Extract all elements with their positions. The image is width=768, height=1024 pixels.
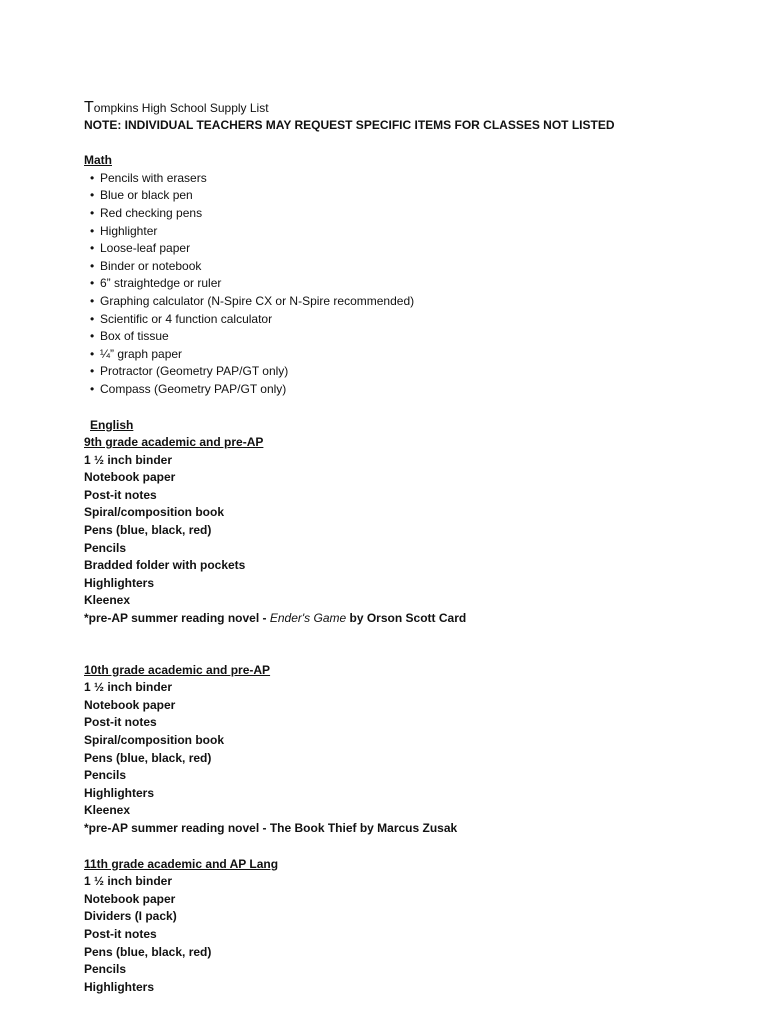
grade10-item: Pencils [84,768,127,783]
grade10-item: 1 ½ inch binder [84,680,173,695]
math-section-heading: Math [84,153,112,168]
grade11-item: Notebook paper [84,891,176,906]
math-item: • Box of tissue [84,328,744,346]
grade10-item: Notebook paper [84,697,176,712]
math-item: • Graphing calculator (N-Spire CX or N-Spire recommended) [84,293,744,311]
grade9-item: 1 ½ inch binder [84,452,173,467]
grade10-heading: 10th grade academic and pre-AP [84,662,271,677]
grade11-item: Pencils [84,962,127,977]
grade11-item: Post-it notes [84,926,157,941]
math-item: • Protractor (Geometry PAP/GT only) [84,363,744,381]
grade10-item: Highlighters [84,785,155,800]
math-item: • Compass (Geometry PAP/GT only) [84,381,744,399]
document-title [84,99,744,117]
grade10-item: Pens (blue, black, red) [84,750,212,765]
english-section [84,417,744,997]
teacher-note: NOTE: INDIVIDUAL TEACHERS MAY REQUEST SPECIFIC ITEMS FOR CLASSES NOT LISTED [84,117,615,132]
english-section-heading: English [90,417,134,432]
math-item: • Scientific or 4 function calculator [84,311,744,329]
grade11-item: Dividers (I pack) [84,909,177,924]
math-item: • Blue or black pen [84,187,744,205]
grade9-item: Post-it notes [84,487,157,502]
grade9-item: Notebook paper [84,470,176,485]
math-item: • ¼” graph paper [84,346,744,364]
math-item: • Binder or notebook [84,258,744,276]
math-list [84,170,744,399]
grade9-item: Bradded folder with pockets [84,558,246,573]
math-item: • Red checking pens [84,205,744,223]
grade11-item: Highlighters [84,979,155,994]
grade9-reading-title: Ender's Game [269,611,347,626]
title-first-letter: T [84,99,94,116]
supply-list-document [84,99,744,996]
grade9-item: Pens (blue, black, red) [84,523,212,538]
grade9-item: Spiral/composition book [84,505,225,520]
math-item: • Loose-leaf paper [84,240,744,258]
grade11-item: 1 ½ inch binder [84,874,173,889]
math-item: • 6” straightedge or ruler [84,275,744,293]
grade10-item: Kleenex [84,803,131,818]
title-rest: ompkins High School Supply List [93,101,269,115]
grade11-item: Pens (blue, black, red) [84,944,212,959]
math-item: • Pencils with erasers [84,170,744,188]
grade10-item: Spiral/composition book [84,733,225,747]
grade9-item: Highlighters [84,575,155,590]
grade9-heading: 9th grade academic and pre-AP [84,435,264,450]
math-item: • Highlighter [84,223,744,241]
grade10-item: Post-it notes [84,715,157,730]
grade9-item: Kleenex [84,593,131,608]
grade9-reading-note: *pre-AP summer reading novel - Ender's Game by Orson Scott Card [84,611,467,626]
grade11-heading: 11th grade academic and AP Lang [84,856,279,871]
grade9-item: Pencils [84,540,127,555]
grade10-reading-note: *pre-AP summer reading novel - The Book Thief by Marcus Zusak [84,820,458,835]
